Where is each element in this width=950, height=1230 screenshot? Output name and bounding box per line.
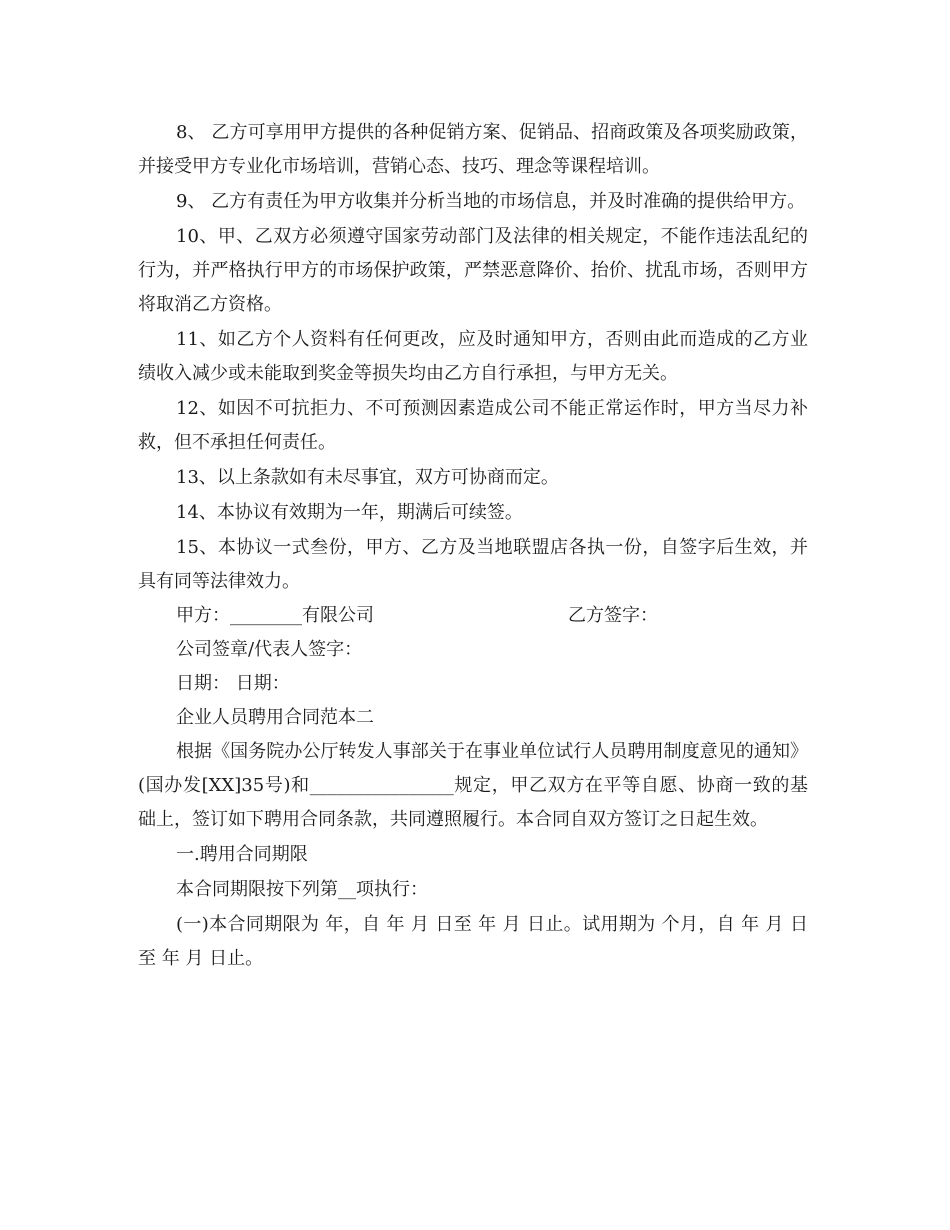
party-b-signature-label: 乙方签字：: [568, 605, 658, 626]
date-label: 日期： 日期：: [176, 673, 290, 694]
clause-15: 15、本协议一式叁份，甲方、乙方及当地联盟店各执一份，自签字后生效，并具有同等法律效力。: [138, 537, 808, 592]
section-title: 企业人员聘用合同范本二: [176, 707, 374, 728]
clause-13: 13、以上条款如有未尽事宜，双方可协商而定。: [176, 467, 559, 488]
clause-8: 8、 乙方可享用甲方提供的各种促销方案、促销品、招商政策及各项奖励政策，并接受甲方专业化市场培训，营销心态、技巧、理念等课程培训。: [138, 122, 808, 177]
term-option-1: (一)本合同期限为 年，自 年 月 日至 年 月 日止。试用期为 个月，自 年 月 日至 年 月 日止。: [138, 914, 808, 969]
signature-row: [138, 599, 808, 633]
clause-14: 14、本协议有效期为一年，期满后可续签。: [176, 502, 523, 523]
company-seal-row: [138, 633, 808, 667]
term-option-intro: 本合同期限按下列第__项执行：: [176, 879, 428, 900]
contract-preamble: 根据《国务院办公厅转发人事部关于在事业单位试行人员聘用制度意见的通知》(国办发[XX]35号)和________________规定，甲乙双方在平等自愿、协商一致的基础上，签订如下聘用合同条款，共同遵照履行。本合同自双方签订之日起生效。: [138, 741, 808, 830]
date-row: [138, 667, 808, 701]
clause-12: 12、如因不可抗拒力、不可预测因素造成公司不能正常运作时，甲方当尽力补救，但不承担任何责任。: [138, 398, 808, 453]
clause-11: 11、如乙方个人资料有任何更改，应及时通知甲方，否则由此而造成的乙方业绩收入减少或未能取到奖金等损失均由乙方自行承担，与甲方无关。: [138, 329, 808, 384]
party-a-label: 甲方：________有限公司: [176, 605, 374, 626]
clause-10: 10、甲、乙双方必须遵守国家劳动部门及法律的相关规定，不能作违法乱纪的行为，并严格执行甲方的市场保护政策，严禁恶意降价、抬价、扰乱市场，否则甲方将取消乙方资格。: [138, 226, 808, 315]
company-seal-label: 公司签章/代表人签字：: [176, 639, 363, 660]
clause-9: 9、 乙方有责任为甲方收集并分析当地的市场信息，并及时准确的提供给甲方。: [176, 191, 806, 212]
document-body: [138, 116, 808, 976]
heading-contract-term: 一.聘用合同期限: [176, 844, 308, 865]
